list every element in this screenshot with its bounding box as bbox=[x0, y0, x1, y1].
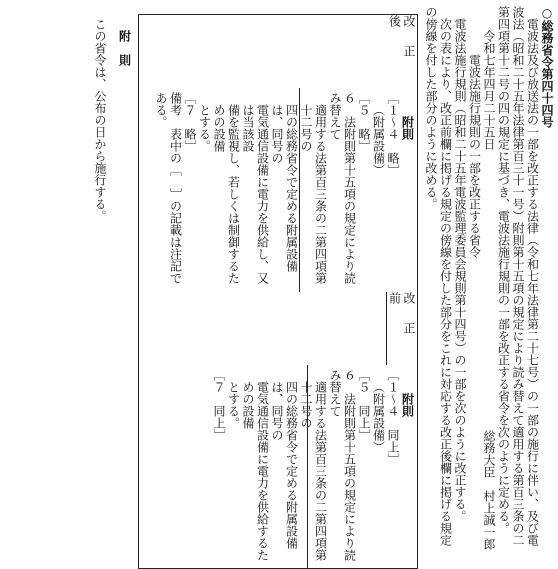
table-line: 電気通信設備に電力を供給するための設備 bbox=[241, 380, 270, 561]
body-line: 次の表により、改正前欄に掲げる規定の傍線を付した部分をこれに対応する改正後欄に掲げる規定 bbox=[438, 6, 453, 546]
table-line: 四の総務省令で定める附属設備は、同号の bbox=[270, 380, 299, 549]
date-signature-line bbox=[482, 6, 497, 550]
column-heading-after: 改正後 bbox=[387, 15, 416, 75]
table-line: 電気通信設備に電力を供給し、又は当該設 bbox=[241, 104, 270, 285]
preamble-line: 第四項第十二号の四の規定に基づき、電波法施行規則の一部を改正する省令を次のように定める。 bbox=[496, 6, 511, 534]
minister-signature bbox=[482, 430, 497, 550]
fusoku-heading: 附則 bbox=[400, 116, 415, 141]
body-line: の傍線を付した部分のように改める。 bbox=[424, 6, 438, 210]
table-line: とする。 bbox=[226, 380, 241, 429]
fusoku-heading: 附則 bbox=[400, 392, 415, 417]
minister-name: 村上誠一郎 bbox=[482, 490, 496, 550]
table-line: （附属設備） bbox=[371, 380, 386, 453]
table-line: ６ 法附則第十五項の規定により読み替えて bbox=[328, 368, 357, 561]
table-line: ［１～４ 同上］ bbox=[386, 368, 400, 465]
table-note: 備考 表中の［ ］の記載は注記である。 bbox=[154, 92, 183, 285]
minister-title: 総務大臣 bbox=[482, 430, 496, 478]
table-line: 適用する法第百三条の二第四項第十二号の bbox=[299, 380, 328, 561]
supplementary-heading: 附 則 bbox=[117, 30, 132, 66]
table-line: ［７ 同上］ bbox=[212, 368, 226, 441]
table-line: とする。 bbox=[197, 104, 212, 153]
column-body-after bbox=[154, 88, 417, 291]
table-line: ［１～４ 略］ bbox=[386, 92, 400, 177]
ordinance-number: ○総務省令第四十四号 bbox=[540, 6, 554, 128]
preamble-line: 電波法及び放送法の一部を改正する法律（令和七年法律第二十七号）の一部の施行に伴い、及び電 bbox=[525, 6, 540, 546]
column-before bbox=[139, 292, 417, 569]
table-line: ［５ 略］ bbox=[357, 92, 371, 153]
table-line: ６ 法附則第十五項の規定により読み替えて bbox=[328, 92, 357, 285]
table-line: 適用する法第百三条の二第四項第十二号の bbox=[299, 104, 328, 285]
column-after bbox=[139, 15, 417, 292]
enactment-date: 令和七年四月二十五日 bbox=[482, 30, 496, 150]
table-line: ［５ 同上］ bbox=[357, 368, 371, 441]
table-line: 四の総務省令で定める附属設備は、同号の bbox=[270, 104, 299, 273]
column-body-before bbox=[212, 365, 417, 568]
ordinance-name: 電波法施行規則の一部を改正する省令 bbox=[467, 54, 482, 258]
table-line: ［７ 略］ bbox=[183, 92, 197, 153]
table-line: 備を監視し、若しくは制御するための設備 bbox=[212, 104, 241, 285]
comparison-table bbox=[138, 14, 418, 569]
column-heading-before: 改正前 bbox=[386, 292, 417, 365]
body-line: 電波法施行規則（昭和二十五年電波監理委員会規則第十四号）の一部を次のように改正する。 bbox=[453, 6, 467, 522]
table-line: （附属設備） bbox=[371, 104, 386, 177]
preamble-line: 波法（昭和二十五年法律第百三十一号）附則第十五項の規定により読み替えて適用する第百三条の二 bbox=[511, 6, 525, 546]
supplementary-text: この省令は、公布の日から施行する。 bbox=[93, 6, 107, 222]
